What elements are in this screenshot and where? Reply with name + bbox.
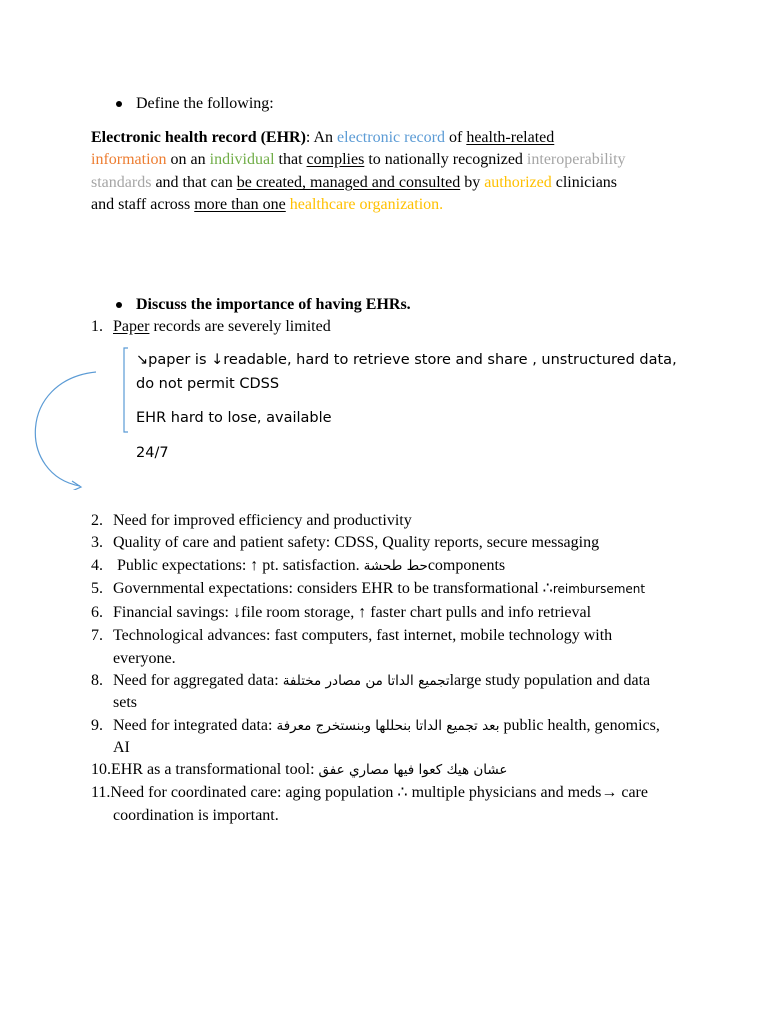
arabic-note: بعد تجميع الداتا بنحللها وبنستخرج معرفة [276,718,500,734]
list-item-2 [91,510,412,532]
section1-bullet: Define the following: [136,95,274,112]
item-text: Quality of care and patient safety: CDSS, Quality reports, secure messaging [113,534,600,551]
list-item-7 [91,625,612,647]
list-item-9 [91,715,660,737]
text-span: complies [306,151,365,168]
item-text: Technological advances: fast computers, fast internet, mobile technology with [113,627,613,644]
item-number: 6. [91,604,103,621]
text-span: information [91,151,167,168]
definition-line-3 [91,172,617,194]
item-number: 9. [91,717,103,734]
text-span: interoperability [526,151,626,168]
list-item-1 [91,316,331,338]
text-span: Paper [113,318,150,335]
item-note: reimbursement [552,582,646,596]
note-line-2: do not permit CDSS [136,376,280,392]
item-number: 4. [91,557,103,574]
definition-line-1 [91,127,554,149]
text-span: be created, managed and consulted [236,174,461,191]
item-number: 3. [91,534,103,551]
list-item-9-cont: AI [113,739,130,756]
list-item-5 [91,578,645,600]
annotation-arrow [28,340,138,490]
list-item-8 [91,670,650,692]
text-span: more than one [194,196,286,213]
list-item-6 [91,602,591,624]
text-span: : An [305,129,338,146]
item-text: Governmental expectations: considers EHR to be transformational ∴ [113,580,553,597]
item-number: 5. [91,580,103,597]
text-span: health-related [466,129,555,146]
text-span: clinicians [551,174,618,191]
item-text: Need for improved efficiency and productivity [113,512,412,529]
item-number: 11. [91,784,111,801]
note-line-4: 24/7 [136,445,169,461]
bullet-dot [116,302,122,308]
text-span: on an [166,151,210,168]
item-text: EHR as a transformational tool: [111,761,319,778]
list-item-7-cont: everyone. [113,650,176,667]
item-number: 1. [91,318,103,335]
arabic-note: تجميع الداتا من مصادر مختلفة [282,673,450,689]
list-item-11-cont: coordination is important. [113,807,279,824]
text-span: to nationally recognized [364,151,527,168]
item-text: Financial savings: ↓file room storage, ↑ faster chart pulls and info retrieval [113,604,592,621]
definition-line-2 [91,149,626,171]
text-span: electronic record [337,129,445,146]
text-span: that [274,151,307,168]
item-text: Public expectations: ↑ pt. satisfaction. [113,557,364,574]
definition-line-4 [91,194,443,216]
item-text: Need for coordinated care: aging population ∴ multiple physicians and meds→ care [110,784,648,801]
item-text: public health, genomics, [499,717,660,734]
item-text: components [427,557,506,574]
list-item-8-cont: sets [113,694,137,711]
note-line-1: ↘paper is ↓readable, hard to retrieve store and share , unstructured data, [136,352,677,368]
section2-bullet: Discuss the importance of having EHRs. [136,296,411,313]
list-item-3 [91,532,599,554]
text-span: healthcare organization. [289,196,444,213]
text-span: of [444,129,467,146]
item-text: Need for aggregated data: [113,672,283,689]
list-item-4 [91,555,505,577]
item-number: 10. [91,761,111,778]
list-item-10 [91,759,507,781]
text-span: individual [209,151,275,168]
arabic-note: حط طحشة [363,558,428,574]
item-number: 2. [91,512,103,529]
arabic-note: عشان هيك كعوا فيها مصاري عفق [318,762,508,778]
list-item-11 [91,782,648,804]
text-span: authorized [484,174,552,191]
item-text: large study population and data [449,672,651,689]
text-span: by [460,174,485,191]
item-number: 8. [91,672,103,689]
text-span: and staff across [91,196,195,213]
item-number: 7. [91,627,103,644]
bullet-dot [116,101,122,107]
text-span: standards [91,174,152,191]
item-text: Need for integrated data: [113,717,277,734]
ehr-term: Electronic health record (EHR) [91,129,306,146]
note-line-3: EHR hard to lose, available [136,410,332,426]
text-span: records are severely limited [149,318,331,335]
text-span: and that can [151,174,237,191]
